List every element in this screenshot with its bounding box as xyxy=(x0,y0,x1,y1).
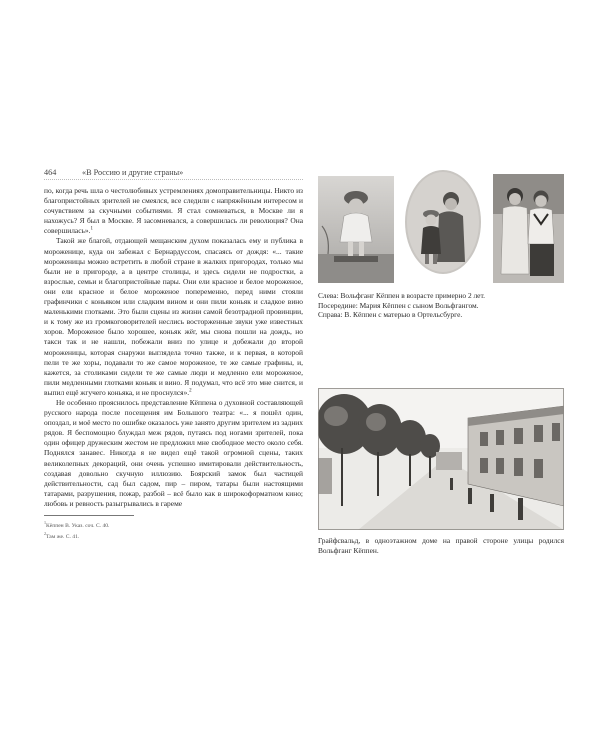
photo-caption xyxy=(318,291,564,320)
photo-mother-son-image xyxy=(405,170,481,274)
footnote-mark: 2 xyxy=(189,388,192,394)
photo-child-image xyxy=(318,176,394,283)
footnote: $^1$Кёппен В. Указ. соч. С. 40. xyxy=(44,520,110,529)
photo-child xyxy=(318,176,394,283)
header-rule xyxy=(44,179,303,180)
footnote-mark: 1 xyxy=(90,226,93,232)
photo-ortelsburg-image xyxy=(493,174,564,283)
body-text xyxy=(44,186,303,509)
left-page xyxy=(44,168,303,541)
footnotes xyxy=(44,519,303,541)
caption-line: Справа: В. Кёппен с матерью в Ортельсбурге. xyxy=(318,310,463,320)
engraving-caption: Грайфсвальд, в одноэтажном доме на правой стороне улицы родился Вольфганг Кёппен. xyxy=(318,536,564,555)
street-engraving-image xyxy=(318,388,564,530)
photo-mother-son-oval xyxy=(405,170,481,274)
running-title: «В Россию и другие страны» xyxy=(82,168,184,177)
paragraph: Такой же благой, отдающей мещанским духом показалась ему и публика в мороженице, куда он забежал с Бернардуссом, спасаясь от дождя: «... такие мороженицы можно встретить в любой стране в жалких пригородах, только мы были не в пригороде, а в центре столицы, и здесь сидели не подростки, а взрослые, семьи и благопристойные пары. Они ели красное и белое мороженое, они ели красное и белое мороженое попеременно, перед ними стояли графинчики с коньяком или сладким вином и они пили коньяк и сладкое вино маленькими глотками. Это были сцены из жизни самой безотрадной провинции, и к тому же из громкоговорителей неслись восторженные звуки уже известных хоров. Мороженое было хорошее, коньяк жёг, мы снова пошли на дождь, но такси так и не нашли, побежали вниз по улице и добежали до второй мороженицы, которая снаружи выглядела точно также, и к первая, в которой пели те же хоры, подавали то же самое мороженое, те же самые графины, и, кажется, за столиками сидели те же самые люди и медленно ели мороженое, пили медленными глотками коньяк и вино. Я подумал, что всё это мне снится, и выпил ещё жгучего коньяка, и не проснулся».$^2$ xyxy=(44,236,303,397)
photo-row xyxy=(318,170,564,285)
paragraph: Не особенно прояснилось представление Кёппена о духовной составляющей русского народа после посещения им Большого театра: «... я пошёл один, опоздал, и моё место по ошибке оказалось уже занято другим зрителем из задних рядов. Я беспомощно блуждал меж рядов, путаясь под ногами зрителей, пока один офицер дружеским жестом не предложил мне свободное место около себя. Поднялся занавес. Никогда я не видел ещё такой огромной сцены, таких великолепных декораций, они очень успешно имитировали действительность, создавая довольно скучную иллюзию. Боярский замок был частицей действительности, сад был садом, пир – пиром, татары были настоящими татарами, разрушения, пожар, разбой – всё было как в широкоформатном кино; любовь и ревность разыгрывались в гареме xyxy=(44,397,303,508)
footnote: $^2$Там же. С. 41. xyxy=(44,530,80,540)
running-header xyxy=(44,168,303,179)
page-number: 464 xyxy=(44,168,57,177)
photo-mother-son-ortelsburg xyxy=(493,174,564,283)
paragraph: по, когда речь шла о честолюбивых устремлениях домоправительницы. Никто из благопристойных зрителей не смеялся, все следили с напряжённым интересом и сочувствием за скучными событиями. Я стал сомневаться, в Москве ли я нахожусь? Я был в Москве. Я засомневался, а совершилась ли революция? Она совершилась».$^1$ xyxy=(44,186,303,236)
footnote-rule xyxy=(44,515,134,516)
caption-line: Слева: Вольфганг Кёппен в возрасте примерно 2 лет. xyxy=(318,291,485,300)
caption-line: Посередине: Мария Кёппен с сыном Вольфгангом. xyxy=(318,300,479,310)
street-engraving xyxy=(318,388,564,530)
right-page xyxy=(318,170,564,555)
